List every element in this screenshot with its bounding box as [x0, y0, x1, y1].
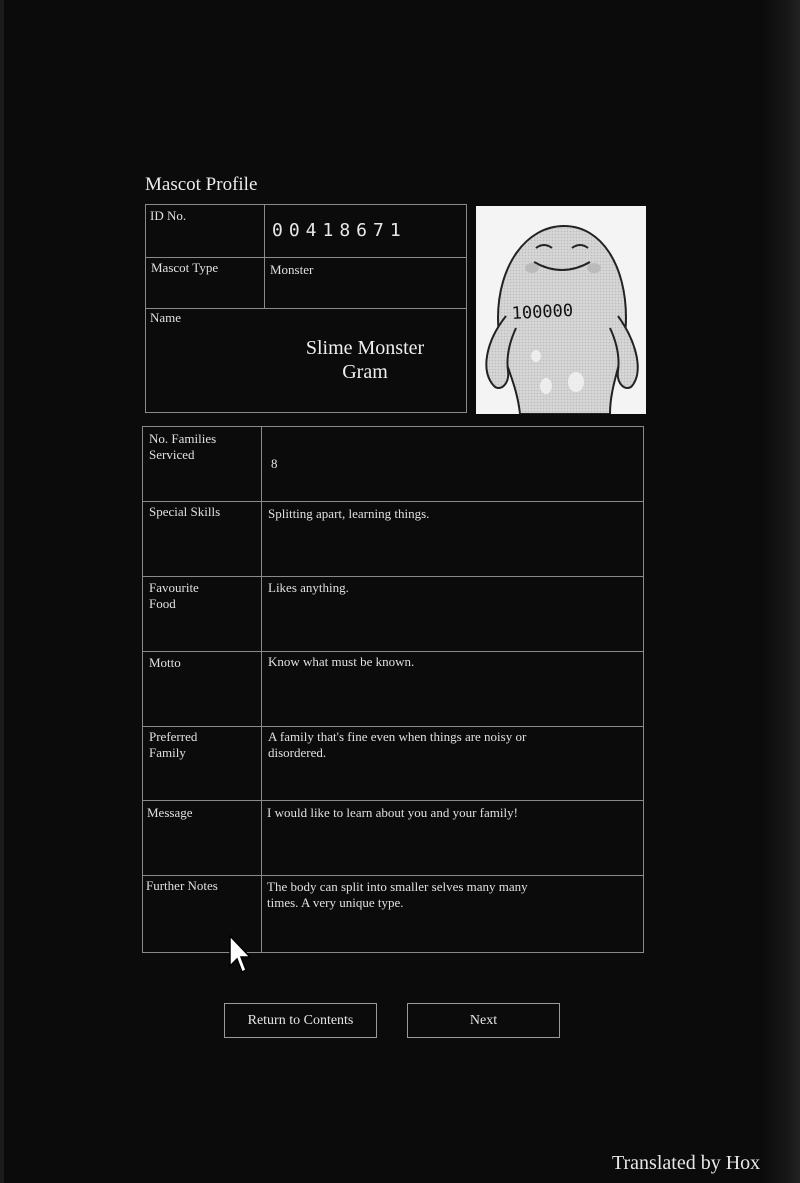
special-skills-label: Special Skills	[149, 504, 221, 519]
page-edge-right	[762, 0, 800, 1183]
divider	[145, 257, 467, 258]
page-title: Mascot Profile	[145, 174, 258, 195]
favourite-food-label: Favourite Food	[149, 580, 199, 611]
id-label: ID No.	[150, 208, 187, 223]
divider	[142, 800, 644, 801]
id-value: 00418671	[272, 220, 407, 241]
translator-credit: Translated by Hox	[612, 1152, 761, 1174]
message-label: Message	[147, 805, 193, 820]
divider	[261, 426, 262, 953]
further-notes-label: Further Notes	[146, 878, 218, 893]
name-line-1: Slime Monster	[305, 337, 425, 359]
divider	[145, 308, 467, 309]
return-to-contents-button[interactable]: Return to Contents	[224, 1003, 377, 1038]
mouse-pointer-icon	[228, 934, 252, 980]
divider	[142, 501, 644, 502]
families-serviced-value: 8	[271, 456, 278, 471]
special-skills-value: Splitting apart, learning things.	[268, 506, 430, 521]
motto-label: Motto	[149, 655, 181, 670]
message-value: I would like to learn about you and your family!	[267, 805, 518, 820]
name-line-2: Gram	[342, 361, 388, 383]
further-notes-value: The body can split into smaller selves many many times. A very unique type.	[267, 879, 528, 910]
divider	[142, 875, 644, 876]
mascot-type-label: Mascot Type	[151, 260, 219, 275]
slime-monster-portrait	[476, 206, 646, 414]
portrait-text: 100000	[511, 300, 574, 324]
preferred-family-label: Preferred Family	[149, 729, 198, 760]
families-serviced-label: No. Families Serviced	[149, 431, 217, 462]
preferred-family-value: A family that's fine even when things are noisy or disordered.	[268, 729, 527, 760]
divider	[142, 726, 644, 727]
divider	[142, 651, 644, 652]
favourite-food-value: Likes anything.	[268, 580, 349, 595]
slime-monster-icon	[476, 206, 646, 414]
mascot-type-value: Monster	[270, 262, 314, 277]
divider	[142, 576, 644, 577]
name-label: Name	[150, 310, 182, 325]
next-button[interactable]: Next	[407, 1003, 560, 1038]
name-value	[265, 336, 465, 384]
motto-value: Know what must be known.	[268, 654, 415, 669]
page-edge-left	[0, 0, 4, 1183]
